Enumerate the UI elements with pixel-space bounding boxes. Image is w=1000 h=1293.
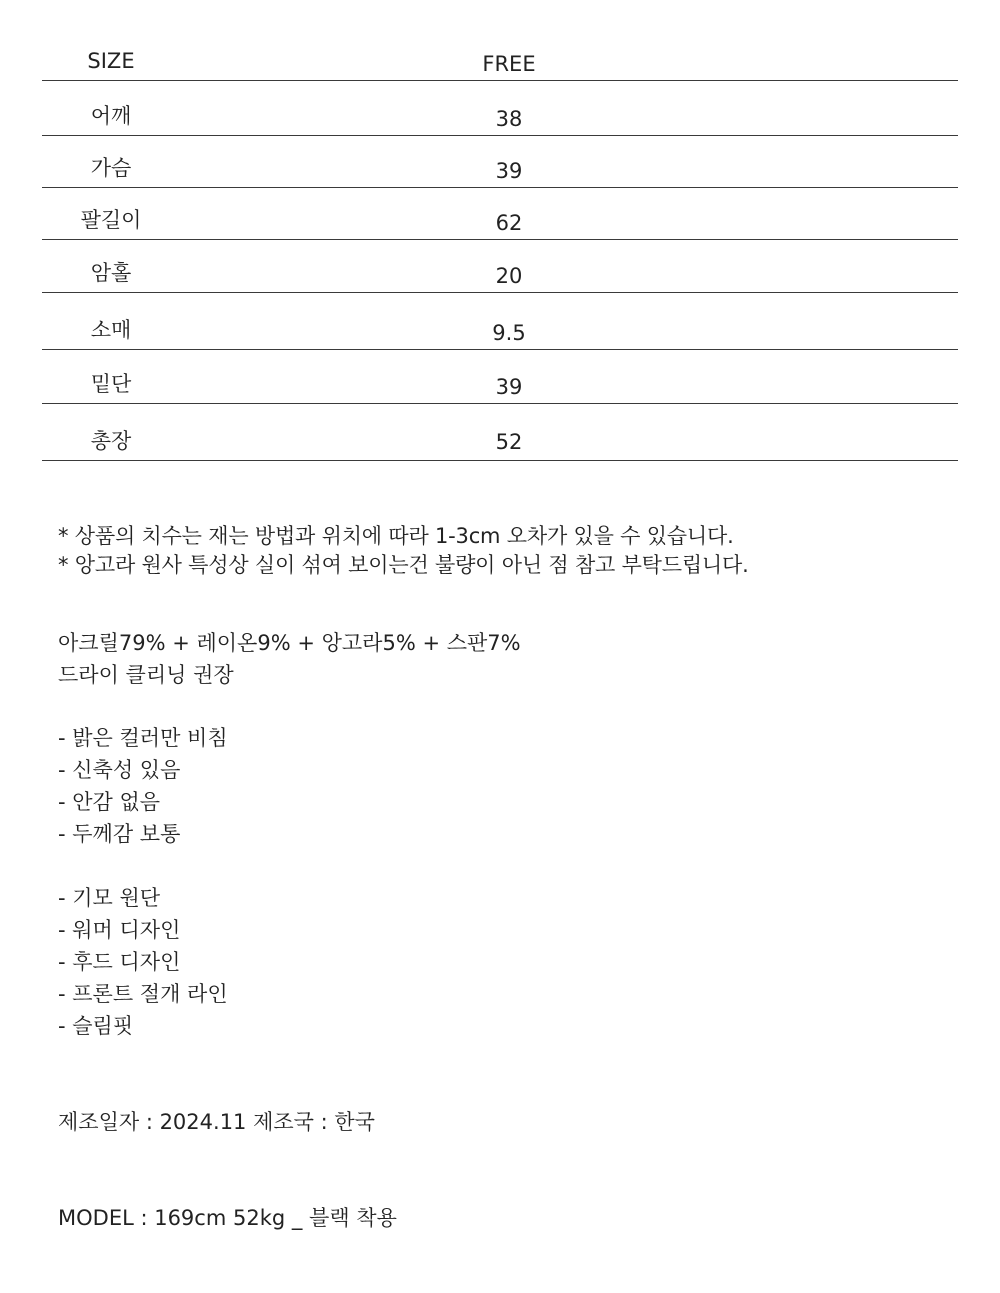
table-row (42, 188, 958, 240)
row-label: 소매 (90, 318, 132, 342)
angora-note: * 앙고라 원사 특성상 실이 섞여 보이는건 불량이 아닌 점 참고 부탁드립니다. (58, 553, 749, 577)
row-value: 39 (495, 375, 523, 399)
header-size-label: SIZE (87, 49, 135, 73)
size-table-header (42, 40, 958, 81)
property-item: - 안감 없음 (58, 790, 161, 814)
table-row (42, 404, 958, 461)
feature-item: - 슬림핏 (58, 1014, 134, 1038)
table-row (42, 240, 958, 293)
model-info: MODEL : 169cm 52kg _ 블랙 착용 (58, 1206, 397, 1230)
header-free-label: FREE (482, 52, 536, 76)
manufacture-info: 제조일자 : 2024.11 제조국 : 한국 (58, 1110, 375, 1134)
row-label: 가슴 (90, 156, 132, 180)
row-value: 20 (495, 264, 523, 288)
row-value: 52 (495, 430, 523, 454)
row-value: 38 (495, 107, 523, 131)
row-label: 팔길이 (80, 208, 142, 232)
property-item: - 두께감 보통 (58, 822, 181, 846)
measurement-note: * 상품의 치수는 재는 방법과 위치에 따라 1-3cm 오차가 있을 수 있습니다. (58, 524, 734, 548)
feature-item: - 프론트 절개 라인 (58, 982, 228, 1006)
feature-item: - 워머 디자인 (58, 918, 181, 942)
row-label: 어깨 (90, 104, 132, 128)
table-row (42, 293, 958, 350)
care-instruction: 드라이 클리닝 권장 (58, 663, 234, 687)
feature-item: - 기모 원단 (58, 886, 161, 910)
row-label: 암홀 (90, 261, 132, 285)
property-item: - 밝은 컬러만 비침 (58, 726, 228, 750)
table-row (42, 350, 958, 404)
row-value: 62 (495, 211, 523, 235)
row-value: 9.5 (492, 321, 526, 345)
table-row (42, 81, 958, 136)
row-label: 밑단 (90, 372, 132, 396)
table-row (42, 136, 958, 188)
feature-item: - 후드 디자인 (58, 950, 181, 974)
property-item: - 신축성 있음 (58, 758, 181, 782)
material-composition: 아크릴79% + 레이온9% + 앙고라5% + 스판7% (58, 631, 521, 655)
row-label: 총장 (90, 429, 132, 453)
row-value: 39 (495, 159, 523, 183)
